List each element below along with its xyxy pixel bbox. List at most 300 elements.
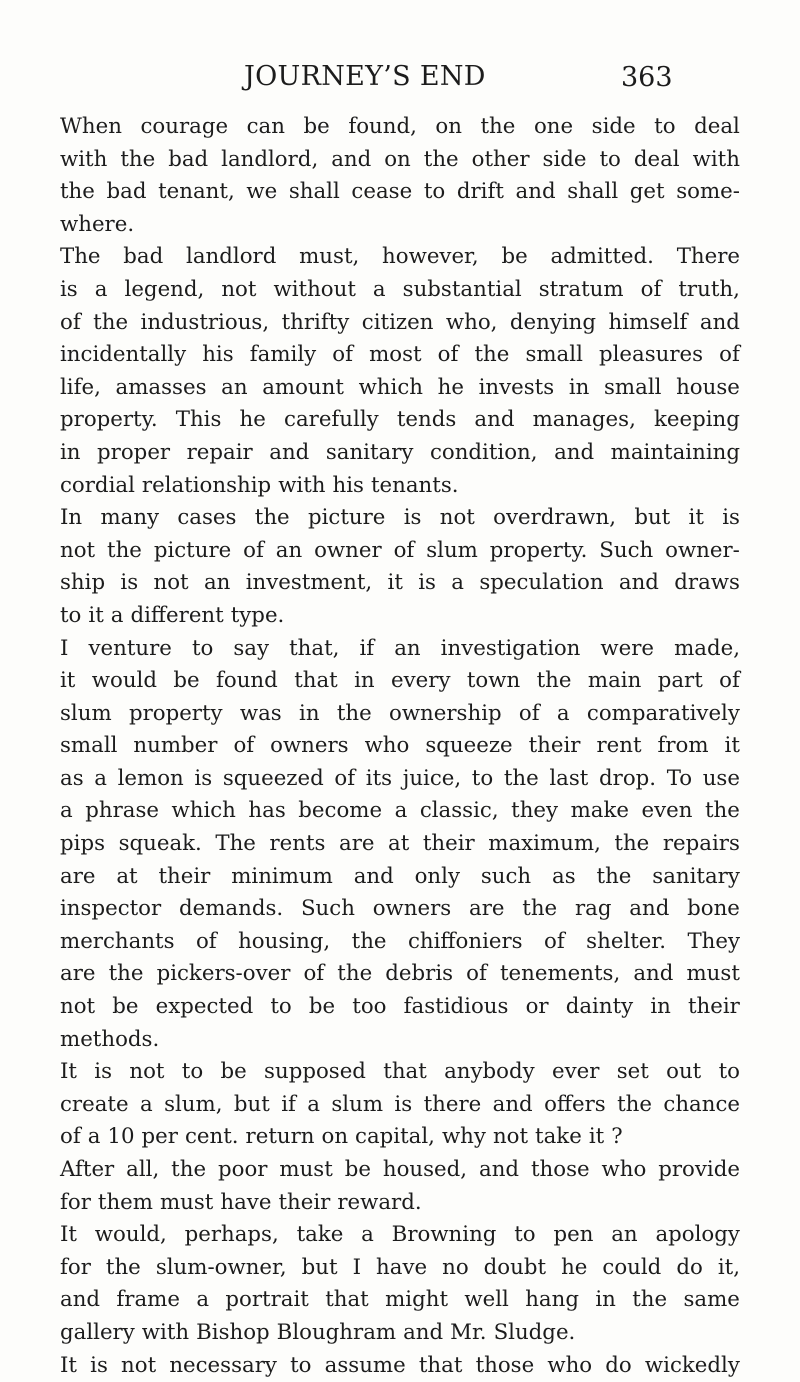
text-line bbox=[60, 828, 740, 861]
word: ship bbox=[60, 570, 106, 596]
word: main bbox=[587, 668, 642, 694]
word: it bbox=[588, 1124, 605, 1150]
word: debris bbox=[385, 961, 454, 987]
word: for bbox=[60, 1254, 91, 1280]
word: he bbox=[437, 374, 464, 400]
word: landlord, bbox=[221, 146, 319, 172]
word: different bbox=[130, 602, 224, 628]
word: be bbox=[344, 1157, 371, 1182]
word: pickers-over bbox=[156, 961, 291, 987]
word: perhaps, bbox=[184, 1222, 279, 1248]
word: to bbox=[60, 602, 82, 628]
word: rents bbox=[269, 831, 326, 857]
word: to bbox=[471, 765, 494, 791]
text-line bbox=[60, 1056, 740, 1089]
word: be bbox=[501, 244, 528, 270]
word: other bbox=[471, 146, 530, 172]
word: can bbox=[246, 114, 285, 139]
word: thrifty bbox=[281, 309, 350, 335]
word: amasses bbox=[115, 374, 207, 400]
word: It bbox=[60, 1352, 77, 1378]
word: to bbox=[270, 994, 292, 1020]
word: of bbox=[233, 733, 255, 759]
word: to bbox=[514, 1222, 536, 1248]
word: Such bbox=[599, 537, 654, 563]
word: last bbox=[549, 765, 589, 791]
word: is bbox=[194, 765, 213, 791]
text-line bbox=[60, 1219, 740, 1252]
word: a bbox=[451, 570, 464, 596]
word: must, bbox=[299, 244, 360, 270]
word: small bbox=[525, 342, 583, 368]
word: necessary bbox=[169, 1352, 277, 1378]
word: ever bbox=[552, 1059, 600, 1085]
word: are bbox=[60, 961, 96, 987]
word: the bbox=[480, 114, 516, 139]
word: When bbox=[60, 114, 122, 139]
word: a bbox=[556, 700, 570, 726]
word: which bbox=[171, 798, 236, 824]
word: of bbox=[640, 276, 662, 302]
word: supposed bbox=[264, 1059, 366, 1085]
word: frame bbox=[116, 1287, 180, 1313]
word: of bbox=[544, 928, 565, 954]
word: the bbox=[614, 831, 650, 857]
word: where. bbox=[60, 211, 135, 237]
word: Such bbox=[300, 896, 355, 922]
word: must bbox=[279, 1157, 333, 1182]
running-head-title: JOURNEY’S END bbox=[244, 61, 486, 92]
word: hang bbox=[525, 1287, 579, 1313]
word: slum bbox=[60, 700, 112, 726]
word: such bbox=[480, 863, 532, 889]
word: slum-owner, bbox=[155, 1254, 287, 1280]
word: their bbox=[422, 831, 475, 857]
word: bone bbox=[687, 896, 740, 922]
word: and bbox=[618, 570, 659, 596]
word: In bbox=[60, 505, 83, 531]
text-line bbox=[60, 665, 740, 698]
word: I bbox=[352, 1254, 362, 1280]
word: ownership bbox=[389, 700, 502, 726]
text-line bbox=[60, 502, 740, 535]
word: They bbox=[687, 928, 740, 954]
word: are bbox=[469, 896, 505, 922]
word: not bbox=[129, 1059, 165, 1085]
text-line bbox=[60, 633, 740, 666]
word: a bbox=[139, 1091, 153, 1117]
word: owners bbox=[372, 896, 452, 922]
word: a bbox=[394, 798, 408, 824]
word: keeping bbox=[654, 407, 740, 433]
word: a bbox=[94, 765, 107, 791]
word: of bbox=[60, 1124, 81, 1150]
word: repair bbox=[186, 439, 253, 465]
word: investment, bbox=[245, 570, 373, 596]
word: 10 bbox=[107, 1124, 135, 1150]
word: the bbox=[171, 1157, 207, 1182]
word: fastidious bbox=[403, 994, 509, 1020]
word: the bbox=[503, 765, 539, 791]
word: and bbox=[474, 407, 515, 433]
word: lemon bbox=[117, 765, 184, 791]
text-line bbox=[60, 470, 740, 503]
word: It bbox=[60, 1222, 77, 1248]
word: that, bbox=[289, 635, 340, 661]
word: a bbox=[372, 276, 386, 302]
word: the bbox=[474, 342, 510, 368]
word: those bbox=[475, 1352, 535, 1378]
text-line bbox=[60, 535, 740, 568]
word: squeak. bbox=[118, 831, 202, 857]
word: the bbox=[632, 1287, 668, 1313]
word: and bbox=[633, 961, 674, 987]
word: to bbox=[718, 1059, 740, 1085]
word: a bbox=[60, 798, 73, 824]
word: deal bbox=[633, 146, 680, 172]
word: found, bbox=[348, 114, 417, 139]
word: a bbox=[87, 1124, 101, 1150]
word: small bbox=[60, 733, 118, 759]
text-line bbox=[60, 1317, 740, 1350]
word: squeezed bbox=[222, 765, 324, 791]
word: shall bbox=[288, 179, 340, 205]
word: and bbox=[269, 439, 310, 465]
word: bad bbox=[123, 244, 164, 270]
word: investigation bbox=[440, 635, 581, 661]
word: and bbox=[60, 1287, 101, 1313]
text-line bbox=[60, 241, 740, 274]
word: the bbox=[108, 961, 144, 987]
word: of bbox=[303, 961, 325, 987]
word: After bbox=[60, 1157, 115, 1182]
word: do bbox=[676, 1254, 703, 1280]
word: has bbox=[248, 798, 286, 824]
word: a bbox=[361, 1222, 374, 1248]
word: not bbox=[121, 1352, 157, 1378]
word: a bbox=[307, 1091, 320, 1117]
word: with bbox=[278, 472, 326, 498]
word: inspector bbox=[60, 896, 162, 922]
word: the bbox=[105, 1254, 141, 1280]
word: offers bbox=[544, 1091, 606, 1117]
word: become bbox=[298, 798, 383, 824]
word: at bbox=[388, 831, 410, 857]
word: sanitary bbox=[325, 439, 414, 465]
text-line bbox=[60, 307, 740, 340]
word: pen bbox=[553, 1222, 594, 1248]
word: incidentally bbox=[60, 342, 187, 368]
word: be bbox=[303, 114, 330, 139]
word: to bbox=[181, 1059, 204, 1085]
word: to bbox=[654, 114, 676, 139]
word: in bbox=[650, 994, 671, 1020]
word: an bbox=[611, 1222, 638, 1248]
word: from bbox=[657, 733, 709, 759]
word: slum bbox=[426, 537, 478, 563]
word: he bbox=[239, 407, 266, 433]
word: merchants bbox=[60, 928, 175, 954]
word: to bbox=[423, 179, 446, 205]
word: are bbox=[339, 831, 375, 857]
word: not bbox=[60, 994, 96, 1020]
word: owner- bbox=[665, 537, 740, 563]
text-line bbox=[60, 404, 740, 437]
word: made, bbox=[674, 635, 740, 661]
word: Sludge. bbox=[493, 1319, 576, 1345]
word: tenant, bbox=[158, 179, 235, 205]
word: on bbox=[321, 1124, 349, 1150]
word: expected bbox=[155, 994, 254, 1020]
word: but bbox=[301, 1254, 338, 1280]
word: who bbox=[364, 733, 410, 759]
word: housed, bbox=[382, 1157, 468, 1182]
word: of bbox=[437, 342, 459, 368]
word: of bbox=[719, 342, 740, 368]
word: cent. bbox=[184, 1124, 239, 1150]
word: property bbox=[128, 700, 223, 726]
word: the bbox=[423, 146, 459, 172]
word: an bbox=[275, 537, 303, 563]
word: comparatively bbox=[586, 700, 740, 726]
word: small bbox=[604, 374, 662, 400]
word: I bbox=[60, 635, 69, 661]
word: ? bbox=[611, 1124, 623, 1150]
word: take bbox=[535, 1124, 582, 1150]
word: gallery bbox=[60, 1319, 135, 1345]
word: however, bbox=[382, 244, 479, 270]
word: of bbox=[60, 309, 81, 335]
word: an bbox=[221, 374, 248, 400]
word: maintaining bbox=[610, 439, 740, 465]
word: Browning bbox=[391, 1222, 497, 1248]
word: sanitary bbox=[652, 863, 740, 889]
word: might bbox=[385, 1287, 449, 1313]
word: of bbox=[243, 537, 264, 563]
word: not bbox=[221, 276, 257, 302]
word: it bbox=[387, 570, 403, 596]
word: condition, bbox=[429, 439, 538, 465]
word: admitted. bbox=[550, 244, 654, 270]
word: housing, bbox=[238, 928, 331, 954]
word: or bbox=[525, 994, 549, 1020]
text-line bbox=[60, 730, 740, 763]
word: only bbox=[414, 863, 460, 889]
word: as bbox=[552, 863, 576, 889]
word: and bbox=[515, 179, 556, 205]
word: There bbox=[676, 244, 740, 270]
word: is bbox=[418, 570, 436, 596]
text-line bbox=[60, 209, 740, 242]
word: shelter. bbox=[586, 928, 667, 954]
word: but bbox=[634, 505, 671, 531]
word: family bbox=[249, 342, 317, 368]
word: were bbox=[600, 635, 655, 661]
text-line bbox=[60, 274, 740, 307]
word: Bishop bbox=[196, 1319, 270, 1345]
word: as bbox=[60, 765, 84, 791]
word: why bbox=[441, 1124, 486, 1150]
word: there bbox=[423, 1091, 482, 1117]
word: Bloughram bbox=[276, 1319, 397, 1345]
word: and bbox=[353, 863, 394, 889]
text-line bbox=[60, 1350, 740, 1382]
word: a bbox=[110, 602, 124, 628]
word: bad bbox=[106, 179, 147, 205]
word: most bbox=[369, 342, 422, 368]
word: not bbox=[492, 1124, 529, 1150]
word: of bbox=[332, 342, 353, 368]
word: with bbox=[692, 146, 740, 172]
word: juice, bbox=[402, 765, 462, 791]
word: the bbox=[60, 179, 95, 205]
word: their bbox=[528, 733, 581, 759]
text-line bbox=[60, 567, 740, 600]
word: draws bbox=[674, 570, 740, 596]
word: return bbox=[245, 1124, 315, 1150]
word: it bbox=[688, 505, 704, 531]
word: and bbox=[554, 439, 595, 465]
word: deal bbox=[694, 114, 740, 139]
word: that bbox=[294, 668, 338, 694]
word: courage bbox=[140, 114, 229, 139]
word: out bbox=[666, 1059, 702, 1085]
text-line bbox=[60, 372, 740, 405]
word: must bbox=[159, 1189, 214, 1215]
word: side bbox=[542, 146, 587, 172]
word: the bbox=[336, 700, 372, 726]
text-line bbox=[60, 1024, 740, 1057]
word: amount bbox=[262, 374, 344, 400]
text-line bbox=[60, 1284, 740, 1317]
word: pips bbox=[60, 831, 106, 857]
word: was bbox=[239, 700, 282, 726]
word: use bbox=[702, 765, 740, 791]
word: not bbox=[60, 537, 96, 563]
word: no bbox=[442, 1254, 469, 1280]
word: slum bbox=[331, 1091, 384, 1117]
word: without bbox=[273, 276, 356, 302]
word: and bbox=[629, 896, 670, 922]
word: property. bbox=[60, 407, 158, 433]
word: is bbox=[120, 570, 139, 596]
word: same bbox=[683, 1287, 740, 1313]
text-line bbox=[60, 698, 740, 731]
word: if bbox=[281, 1091, 296, 1117]
word: be bbox=[220, 1059, 247, 1085]
text-line bbox=[60, 600, 740, 633]
word: some- bbox=[676, 179, 740, 205]
word: his bbox=[202, 342, 234, 368]
running-head bbox=[0, 60, 800, 100]
word: slum, bbox=[164, 1091, 223, 1117]
word: take bbox=[296, 1222, 344, 1248]
word: to bbox=[599, 146, 621, 172]
word: a bbox=[196, 1287, 210, 1313]
word: on bbox=[384, 146, 411, 172]
word: drop. bbox=[599, 765, 657, 791]
word: squeeze bbox=[425, 733, 513, 759]
word: in bbox=[354, 668, 375, 694]
word: apology bbox=[655, 1222, 740, 1248]
word: is bbox=[722, 505, 740, 531]
word: type. bbox=[230, 602, 285, 628]
word: methods. bbox=[60, 1026, 160, 1052]
word: is bbox=[60, 276, 78, 302]
word: is bbox=[94, 1059, 113, 1085]
word: and bbox=[403, 1319, 444, 1345]
word: they bbox=[511, 798, 559, 824]
word: even bbox=[641, 798, 693, 824]
word: of bbox=[195, 928, 217, 954]
word: chance bbox=[663, 1091, 740, 1117]
page-number: 363 bbox=[621, 62, 673, 93]
word: citizen bbox=[361, 309, 434, 335]
text-line bbox=[60, 763, 740, 796]
word: repairs bbox=[662, 831, 740, 857]
word: assume bbox=[324, 1352, 406, 1378]
word: if bbox=[359, 635, 375, 661]
word: them bbox=[97, 1189, 153, 1215]
word: tends bbox=[396, 407, 457, 433]
word: are bbox=[60, 863, 96, 889]
word: who bbox=[601, 1157, 647, 1182]
word: in bbox=[595, 1287, 616, 1313]
word: is bbox=[403, 505, 422, 531]
word: have bbox=[220, 1189, 272, 1215]
text-line bbox=[60, 958, 740, 991]
word: rent bbox=[596, 733, 642, 759]
word: To bbox=[666, 765, 693, 791]
word: his bbox=[332, 472, 364, 498]
word: he bbox=[561, 1254, 588, 1280]
word: do bbox=[605, 1352, 632, 1378]
text-line bbox=[60, 1154, 740, 1187]
word: not bbox=[153, 570, 189, 596]
word: a bbox=[94, 276, 108, 302]
word: stratum bbox=[538, 276, 624, 302]
word: truth, bbox=[678, 276, 740, 302]
word: per bbox=[141, 1124, 178, 1150]
word: to bbox=[290, 1352, 312, 1378]
word: and bbox=[492, 1091, 533, 1117]
word: of bbox=[466, 961, 487, 987]
word: could bbox=[602, 1254, 662, 1280]
word: that bbox=[325, 1287, 369, 1313]
text-line bbox=[60, 1252, 740, 1285]
word: the bbox=[617, 1091, 653, 1117]
word: that bbox=[418, 1352, 463, 1378]
word: tenements, bbox=[499, 961, 621, 987]
word: and bbox=[331, 146, 372, 172]
word: the bbox=[596, 863, 632, 889]
word: denying bbox=[509, 309, 597, 335]
word: one bbox=[533, 114, 574, 139]
word: the bbox=[120, 146, 156, 172]
word: carefully bbox=[284, 407, 379, 433]
word: with bbox=[141, 1319, 190, 1345]
word: which bbox=[358, 374, 423, 400]
word: manages, bbox=[532, 407, 636, 433]
word: property. bbox=[489, 537, 588, 563]
word: in bbox=[568, 374, 590, 400]
word: but bbox=[233, 1091, 270, 1117]
word: demands. bbox=[178, 896, 284, 922]
word: of bbox=[518, 700, 540, 726]
word: wickedly bbox=[644, 1352, 740, 1378]
word: an bbox=[394, 635, 421, 661]
word: classic, bbox=[419, 798, 499, 824]
